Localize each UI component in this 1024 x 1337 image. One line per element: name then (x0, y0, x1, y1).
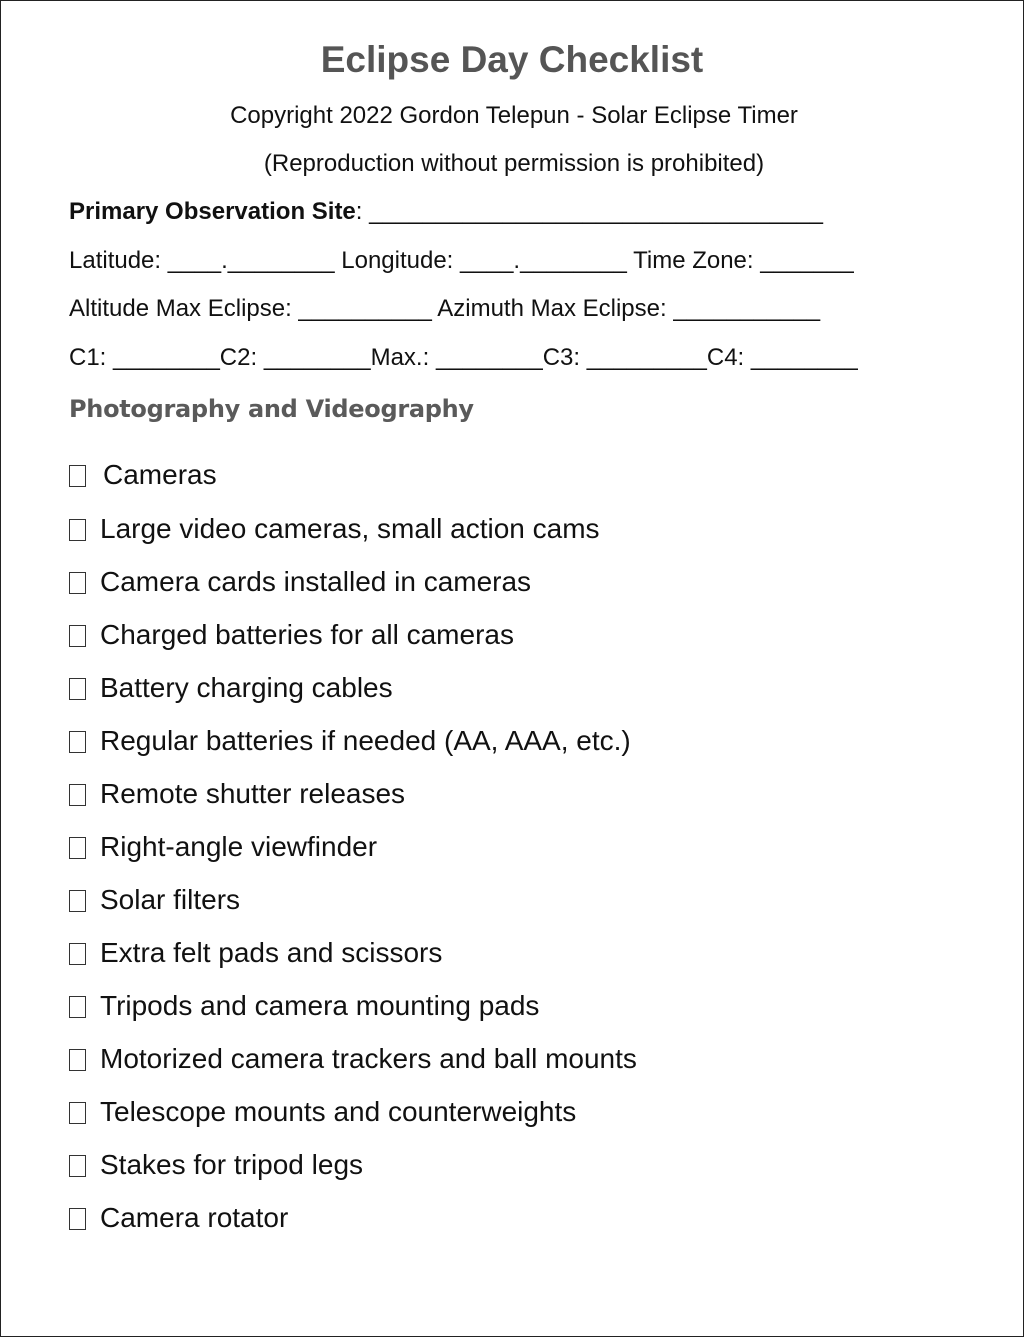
lat-lon-timezone-line[interactable]: Latitude: ____.________ Longitude: ____.________ Time Zone: _______ (69, 247, 854, 274)
checklist-item (69, 661, 637, 714)
copyright-line: Copyright 2022 Gordon Telepun - Solar Eclipse Timer (230, 102, 798, 129)
checklist-item-label: Right-angle viewfinder (100, 830, 378, 862)
checkbox-icon[interactable] (69, 943, 86, 965)
checklist-item-label: Regular batteries if needed (AA, AAA, etc.) (100, 724, 631, 756)
checkbox-icon[interactable] (69, 465, 86, 487)
checklist-item (69, 714, 637, 767)
checklist-item (69, 608, 637, 661)
checkbox-icon[interactable] (69, 1049, 86, 1071)
checklist-item-label: Camera rotator (100, 1201, 289, 1233)
checklist-item-label: Cameras (103, 458, 217, 490)
checklist-item (69, 1138, 637, 1191)
checklist-item (69, 555, 637, 608)
checklist-item (69, 502, 637, 555)
checklist-item (69, 979, 637, 1032)
observation-site-label: Primary Observation Site (69, 198, 356, 225)
checkbox-icon[interactable] (69, 572, 86, 594)
checklist-item (69, 1085, 637, 1138)
altitude-azimuth-line[interactable]: Altitude Max Eclipse: __________ Azimuth Max Eclipse: ___________ (69, 295, 821, 322)
page-title: Eclipse Day Checklist (320, 39, 704, 80)
checklist-item (69, 447, 637, 502)
checkbox-icon[interactable] (69, 837, 86, 859)
checkbox-icon[interactable] (69, 784, 86, 806)
checklist-item-label: Extra felt pads and scissors (100, 936, 443, 968)
checklist-item (69, 926, 637, 979)
checkbox-icon[interactable] (69, 678, 86, 700)
checklist-item-label: Charged batteries for all cameras (100, 618, 514, 650)
checklist-item (69, 767, 637, 820)
checklist-item (69, 820, 637, 873)
checklist-item-label: Telescope mounts and counterweights (100, 1095, 577, 1127)
checklist-item-label: Large video cameras, small action cams (100, 512, 600, 544)
checkbox-icon[interactable] (69, 731, 86, 753)
observation-site-blank[interactable]: : __________________________________ (355, 198, 823, 225)
contact-times-line[interactable]: C1: ________C2: ________Max.: ________C3: _________C4: ________ (69, 344, 858, 371)
reproduction-note: (Reproduction without permission is prohibited) (263, 150, 765, 177)
checklist-item-label: Solar filters (100, 883, 241, 915)
checkbox-icon[interactable] (69, 519, 86, 541)
checklist (69, 447, 637, 1244)
checklist-item-label: Battery charging cables (100, 671, 393, 703)
checklist-item (69, 873, 637, 926)
checklist-item-label: Tripods and camera mounting pads (100, 989, 540, 1021)
checklist-item (69, 1032, 637, 1085)
checkbox-icon[interactable] (69, 996, 86, 1018)
checkbox-icon[interactable] (69, 1208, 86, 1230)
section-heading: Photography and Videography (69, 395, 474, 423)
checkbox-icon[interactable] (69, 890, 86, 912)
checklist-item-label: Stakes for tripod legs (100, 1148, 364, 1180)
checklist-item-label: Motorized camera trackers and ball mounts (100, 1042, 637, 1074)
checkbox-icon[interactable] (69, 1155, 86, 1177)
checkbox-icon[interactable] (69, 625, 86, 647)
checklist-item-label: Camera cards installed in cameras (100, 565, 532, 597)
checklist-item (69, 1191, 637, 1244)
checklist-item-label: Remote shutter releases (100, 777, 406, 809)
checkbox-icon[interactable] (69, 1102, 86, 1124)
observation-site-line (69, 197, 823, 227)
